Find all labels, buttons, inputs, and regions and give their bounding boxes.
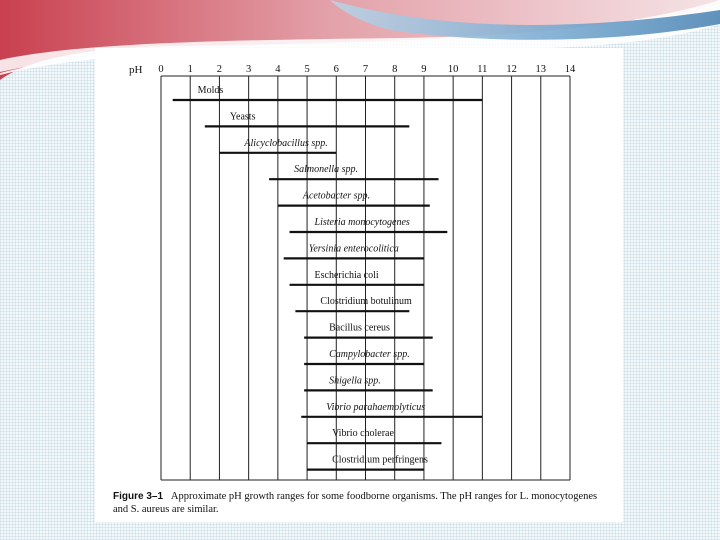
organism-label-vibrio-cholerae: Vibrio cholerae: [332, 428, 394, 440]
organism-label-yersinia-enterocolitica: Yersinia enterocolitica: [308, 243, 399, 255]
tick-label-ph-4: 4: [275, 64, 281, 75]
tick-label-ph-2: 2: [216, 64, 223, 75]
organism-label-vibrio-parahaemolyticus: Vibrio parahaemolyticus: [326, 401, 426, 413]
figure-page: [95, 48, 623, 522]
tick-label-ph-0: 0: [158, 64, 164, 75]
tick-label-ph-1: 1: [187, 64, 193, 75]
tick-label-ph-12: 12: [506, 64, 517, 75]
ph-range-chart: [95, 48, 623, 488]
organism-label-campylobacter-spp: Campylobacter spp.: [329, 349, 410, 360]
organism-label-yeasts: Yeasts: [229, 111, 256, 123]
organism-label-clostridium-botulinum: Clostridium botulinum: [320, 296, 412, 308]
tick-label-ph-14: 14: [564, 64, 576, 75]
tick-label-ph-13: 13: [535, 64, 547, 75]
organism-label-shigella-spp: Shigella spp.: [329, 375, 381, 387]
figure-caption-label: Figure 3–1: [113, 491, 164, 502]
organism-label-molds: Molds: [197, 85, 224, 96]
tick-label-ph-10: 10: [447, 64, 459, 75]
organism-label-escherichia-coli: Escherichia coli: [314, 269, 379, 281]
tick-label-ph-6: 6: [333, 64, 339, 75]
tick-label-ph-7: 7: [362, 64, 369, 75]
tick-label-ph-3: 3: [246, 64, 252, 75]
tick-label-ph-5: 5: [304, 64, 310, 75]
figure-caption-text: Approximate pH growth ranges for some foodborne organisms. The pH ranges for L. monocytogenes and S. aureus are similar.: [113, 491, 598, 515]
x-axis-label: pH: [129, 64, 143, 76]
organism-label-acetobacter-spp: Acetobacter spp.: [302, 190, 371, 202]
organism-label-bacillus-cereus: Bacillus cereus: [329, 322, 390, 334]
tick-label-ph-11: 11: [477, 64, 488, 75]
figure-caption: [113, 490, 613, 516]
tick-label-ph-9: 9: [421, 64, 427, 75]
tick-label-ph-8: 8: [392, 64, 398, 75]
organism-label-salmonella-spp: Salmonella spp.: [294, 164, 358, 176]
organism-label-listeria-monocytogenes: Listeria monocytogenes: [314, 217, 410, 228]
organism-label-alicyclobacillus-spp: Alicyclobacillus spp.: [244, 137, 328, 149]
organism-label-clostridium-perfringens: Clostridium perfringens: [332, 454, 428, 466]
